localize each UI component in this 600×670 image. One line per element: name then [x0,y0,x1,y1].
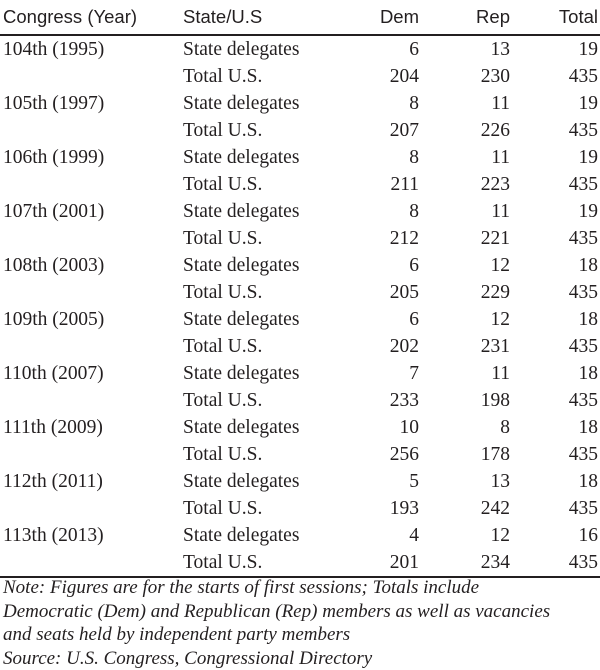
table-row [0,387,600,414]
dem-cell: 4 [409,522,419,549]
total-cell: 435 [569,225,598,252]
header-congress-year: Congress (Year) [3,0,137,34]
note-line-1: Note: Figures are for the starts of first sessions; Totals include [3,576,598,600]
state-us-cell: State delegates [183,360,299,387]
header-rep: Rep [476,0,510,34]
dem-cell: 204 [390,63,419,90]
rep-cell: 242 [481,495,510,522]
state-us-cell: Total U.S. [183,549,262,576]
total-cell: 18 [579,414,599,441]
state-us-cell: State delegates [183,522,299,549]
state-us-cell: Total U.S. [183,387,262,414]
congress-cell: 111th (2009) [3,414,103,441]
table-row [0,468,600,495]
total-cell: 435 [569,171,598,198]
congress-cell: 105th (1997) [3,90,104,117]
dem-cell: 207 [390,117,419,144]
table-row [0,36,600,63]
header-dem: Dem [380,0,419,34]
dem-cell: 201 [390,549,419,576]
state-us-cell: State delegates [183,144,299,171]
total-cell: 435 [569,387,598,414]
dem-cell: 193 [390,495,419,522]
state-us-cell: Total U.S. [183,171,262,198]
rep-cell: 13 [491,36,511,63]
rep-cell: 230 [481,63,510,90]
total-cell: 18 [579,306,599,333]
state-us-cell: State delegates [183,252,299,279]
table-note [3,576,598,670]
dem-cell: 211 [390,171,419,198]
table-row [0,414,600,441]
table-row [0,252,600,279]
dem-cell: 7 [409,360,419,387]
dem-cell: 256 [390,441,419,468]
dem-cell: 233 [390,387,419,414]
table-row [0,549,600,576]
total-cell: 19 [579,144,599,171]
rep-cell: 8 [500,414,510,441]
dem-cell: 202 [390,333,419,360]
congress-cell: 107th (2001) [3,198,104,225]
congress-cell: 108th (2003) [3,252,104,279]
table-row [0,198,600,225]
total-cell: 16 [579,522,599,549]
rep-cell: 12 [491,252,511,279]
total-cell: 435 [569,63,598,90]
congress-cell: 110th (2007) [3,360,104,387]
rep-cell: 11 [491,90,510,117]
table-row [0,360,600,387]
table-row [0,90,600,117]
dem-cell: 8 [409,144,419,171]
header-total: Total [559,0,598,34]
rep-cell: 11 [491,144,510,171]
dem-cell: 6 [409,36,419,63]
table-row [0,63,600,90]
state-us-cell: Total U.S. [183,63,262,90]
table-row [0,306,600,333]
total-cell: 19 [579,36,599,63]
total-cell: 435 [569,333,598,360]
dem-cell: 212 [390,225,419,252]
dem-cell: 6 [409,306,419,333]
header-state-us: State/U.S [183,0,262,34]
table-row [0,144,600,171]
total-cell: 18 [579,468,599,495]
state-us-cell: Total U.S. [183,495,262,522]
rep-cell: 12 [491,306,511,333]
state-us-cell: Total U.S. [183,225,262,252]
congress-cell: 106th (1999) [3,144,104,171]
state-us-cell: Total U.S. [183,441,262,468]
rep-cell: 12 [491,522,511,549]
rep-cell: 13 [491,468,511,495]
dem-cell: 6 [409,252,419,279]
rep-cell: 11 [491,198,510,225]
dem-cell: 205 [390,279,419,306]
rep-cell: 234 [481,549,510,576]
table-row [0,171,600,198]
dem-cell: 10 [400,414,420,441]
rep-cell: 198 [481,387,510,414]
source-line: Source: U.S. Congress, Congressional Directory [3,647,598,670]
rep-cell: 231 [481,333,510,360]
table-row [0,225,600,252]
table-row [0,333,600,360]
congress-cell: 112th (2011) [3,468,103,495]
rep-cell: 229 [481,279,510,306]
note-line-2: Democratic (Dem) and Republican (Rep) members as well as vacancies [3,600,598,624]
state-us-cell: State delegates [183,468,299,495]
total-cell: 435 [569,549,598,576]
rep-cell: 178 [481,441,510,468]
table-row [0,495,600,522]
rep-cell: 223 [481,171,510,198]
table-header-row [0,0,600,34]
state-us-cell: Total U.S. [183,117,262,144]
total-cell: 435 [569,495,598,522]
dem-cell: 8 [409,198,419,225]
total-cell: 19 [579,90,599,117]
state-us-cell: State delegates [183,36,299,63]
rep-cell: 226 [481,117,510,144]
congress-cell: 109th (2005) [3,306,104,333]
table-body [0,36,600,576]
total-cell: 18 [579,360,599,387]
state-us-cell: Total U.S. [183,279,262,306]
state-us-cell: State delegates [183,198,299,225]
congress-cell: 113th (2013) [3,522,104,549]
state-us-cell: State delegates [183,90,299,117]
state-us-cell: Total U.S. [183,333,262,360]
rep-cell: 11 [491,360,510,387]
congress-cell: 104th (1995) [3,36,104,63]
table-row [0,117,600,144]
total-cell: 435 [569,117,598,144]
table-row [0,441,600,468]
total-cell: 435 [569,279,598,306]
table-row [0,279,600,306]
total-cell: 435 [569,441,598,468]
dem-cell: 5 [409,468,419,495]
rep-cell: 221 [481,225,510,252]
state-us-cell: State delegates [183,414,299,441]
dem-cell: 8 [409,90,419,117]
total-cell: 19 [579,198,599,225]
total-cell: 18 [579,252,599,279]
state-us-cell: State delegates [183,306,299,333]
note-line-3: and seats held by independent party members [3,623,598,647]
table-row [0,522,600,549]
